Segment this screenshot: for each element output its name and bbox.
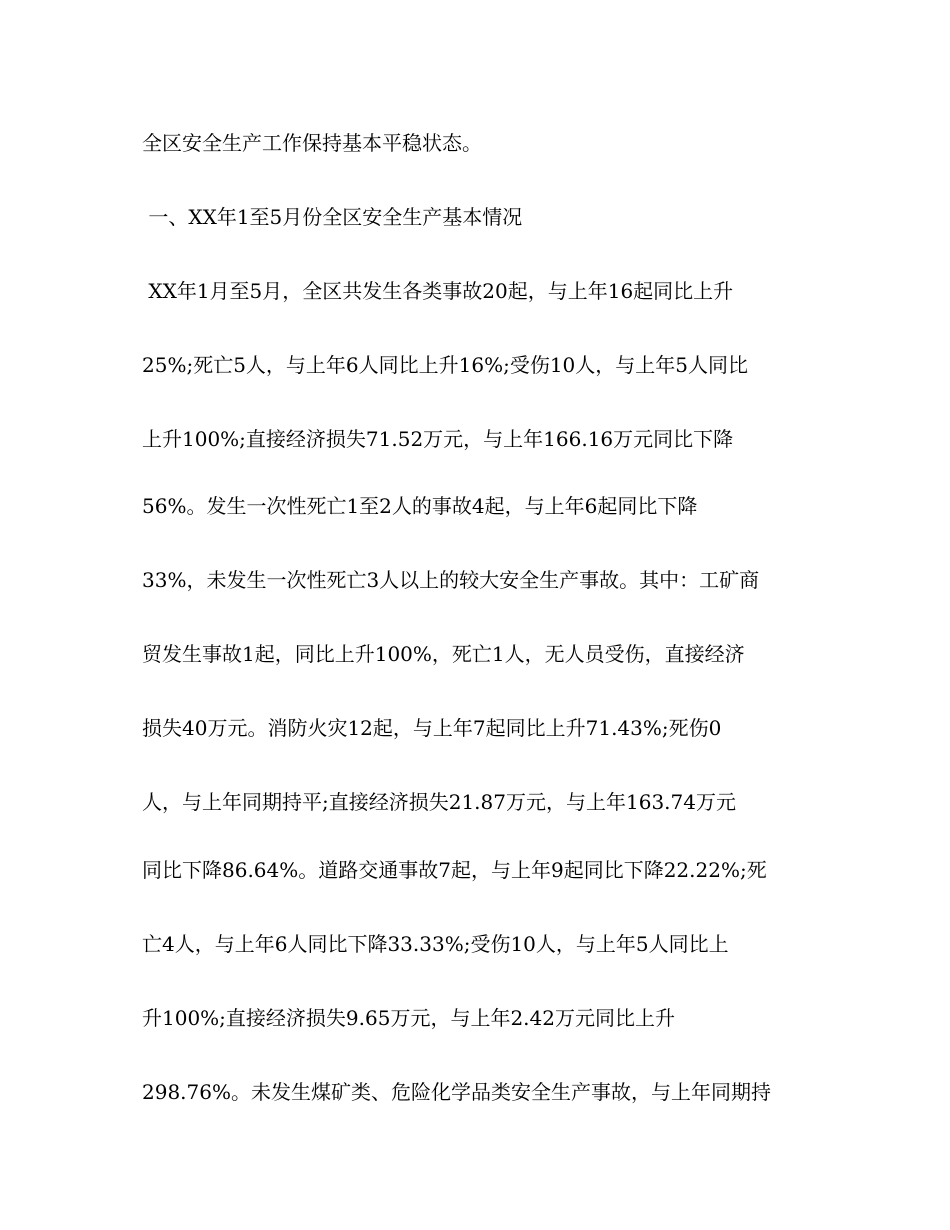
text-line: 贸发生事故1起，同比上升100%，死亡1人，无人员受伤，直接经济 — [142, 642, 745, 666]
text-line: 33%，未发生一次性死亡3人以上的较大安全生产事故。其中：工矿商 — [142, 568, 760, 592]
text-line: 25%;死亡5人，与上年6人同比上升16%;受伤10人，与上年5人同比 — [142, 353, 749, 377]
text-line: 56%。发生一次性死亡1至2人的事故4起，与上年6起同比下降 — [142, 494, 698, 518]
text-line: XX年1月至5月，全区共发生各类事故20起，与上年16起同比上升 — [142, 279, 734, 303]
section-heading: 一、XX年1至5月份全区安全生产基本情况 — [142, 205, 523, 229]
text-line: 损失40万元。消防火灾12起，与上年7起同比上升71.43%;死伤0 — [142, 716, 722, 740]
text-line: 298.76%。未发生煤矿类、危险化学品类安全生产事故，与上年同期持 — [142, 1080, 771, 1104]
text-line: 全区安全生产工作保持基本平稳状态。 — [142, 131, 482, 155]
text-line: 亡4人，与上年6人同比下降33.33%;受伤10人，与上年5人同比上 — [142, 932, 729, 956]
text-line: 人，与上年同期持平;直接经济损失21.87万元，与上年163.74万元 — [142, 790, 736, 814]
text-line: 同比下降86.64%。道路交通事故7起，与上年9起同比下降22.22%;死 — [142, 858, 767, 882]
text-line: 升100%;直接经济损失9.65万元，与上年2.42万元同比上升 — [142, 1006, 675, 1030]
text-line: 上升100%;直接经济损失71.52万元，与上年166.16万元同比下降 — [142, 427, 734, 451]
